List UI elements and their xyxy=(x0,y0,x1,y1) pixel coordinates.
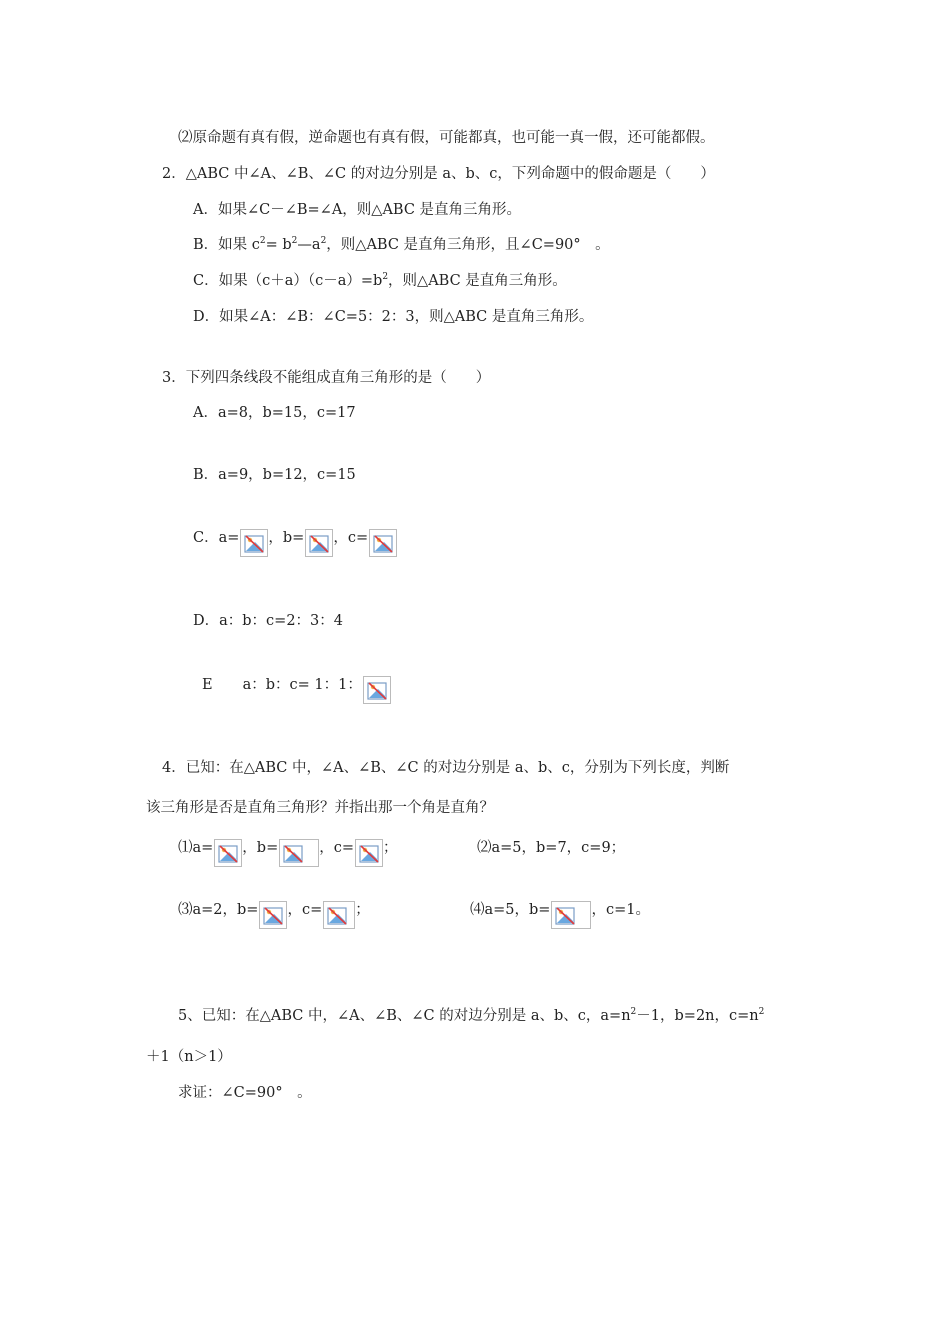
question-4-stem-2 xyxy=(146,798,494,818)
q3-c-c-label: ，c= xyxy=(333,530,369,546)
superscript-2: 2 xyxy=(382,272,389,282)
q2-option-b-text-1: B．如果 c xyxy=(193,237,260,253)
q3-c-b-label: ，b= xyxy=(268,530,305,546)
superscript-2: 2 xyxy=(291,236,298,246)
q4-part-2 xyxy=(477,838,625,858)
q4-p1-a: ⑴a= xyxy=(178,840,214,856)
q2-option-b-text-3: —a xyxy=(297,237,321,253)
question-5-text-1: 5、已知：在△ABC 中，∠A、∠B、∠C 的对边分别是 a、b、c，a=n xyxy=(178,1008,631,1024)
question-5-prove xyxy=(178,1083,312,1103)
broken-image-icon xyxy=(305,529,333,557)
broken-image-icon xyxy=(363,676,391,704)
question-3-text: 3．下列四条线段不能组成直角三角形的是（ ） xyxy=(162,370,491,386)
q2-option-c xyxy=(193,271,567,291)
statement-2-text: ⑵原命题有真有假，逆命题也有真有假，可能都真，也可能一真一假，还可能都假。 xyxy=(178,130,715,146)
broken-image-icon xyxy=(240,529,268,557)
superscript-2: 2 xyxy=(320,236,327,246)
q4-part-3 xyxy=(178,900,370,929)
superscript-2: 2 xyxy=(630,1007,637,1017)
q4-p1-end: ； xyxy=(383,840,398,856)
question-5-text-3: ＋1（n＞1） xyxy=(146,1049,232,1065)
q4-p3-c: ，c= xyxy=(287,902,323,918)
q2-option-b-text-4: ，则△ABC 是直角三角形，且∠C=90° 。 xyxy=(326,237,610,253)
q3-option-b xyxy=(193,465,356,485)
q4-p4-end: ，c=1。 xyxy=(591,902,650,918)
superscript-2: 2 xyxy=(259,236,266,246)
broken-image-icon xyxy=(279,839,319,867)
q4-p1-c: ，c= xyxy=(319,840,355,856)
question-4-text-2: 该三角形是否是直角三角形？并指出那一个角是直角？ xyxy=(146,800,494,816)
q2-option-b xyxy=(193,235,610,255)
broken-image-icon xyxy=(551,901,591,929)
question-4-text-1: 4．已知：在△ABC 中，∠A、∠B、∠C 的对边分别是 a、b、c，分别为下列长度，判断 xyxy=(162,760,730,776)
q2-option-c-text-1: C．如果（c＋a）（c－a）=b xyxy=(193,273,383,289)
paragraph-statement-2 xyxy=(178,128,715,148)
q4-part-1 xyxy=(178,838,398,867)
question-2-stem xyxy=(162,164,715,184)
q3-c-a-label: C．a= xyxy=(193,530,240,546)
q3-e-label: E xyxy=(202,677,213,693)
question-3-stem xyxy=(162,368,490,388)
q2-option-a-text: A．如果∠C－∠B=∠A，则△ABC 是直角三角形。 xyxy=(193,202,522,218)
q3-option-c xyxy=(193,528,397,557)
q3-option-b-text: B．a=9，b=12，c=15 xyxy=(193,467,356,483)
broken-image-icon xyxy=(323,901,355,929)
question-5-prove-text: 求证：∠C=90° 。 xyxy=(178,1085,312,1101)
q2-option-d-text: D．如果∠A：∠B：∠C=5：2：3，则△ABC 是直角三角形。 xyxy=(193,309,594,325)
q2-option-b-text-2: = b xyxy=(265,237,292,253)
q3-option-d xyxy=(193,611,343,631)
q3-option-a-text: A．a=8，b=15，c=17 xyxy=(193,405,356,421)
q3-option-a xyxy=(193,403,356,423)
q4-p4-a: ⑷a=5，b= xyxy=(470,902,551,918)
question-4-stem-1 xyxy=(162,758,729,778)
broken-image-icon xyxy=(214,839,242,867)
superscript-2: 2 xyxy=(758,1007,765,1017)
broken-image-icon xyxy=(355,839,383,867)
broken-image-icon xyxy=(369,529,397,557)
q4-part-4 xyxy=(470,900,650,929)
q4-p3-end: ； xyxy=(355,902,370,918)
q2-option-a xyxy=(193,200,521,220)
question-2-text: 2．△ABC 中∠A、∠B、∠C 的对边分别是 a、b、c，下列命题中的假命题是（ ） xyxy=(162,166,715,182)
q3-option-d-text: D．a：b：c=2：3：4 xyxy=(193,613,343,629)
q3-e-text: a：b：c= 1：1： xyxy=(242,677,362,693)
q4-p1-b: ，b= xyxy=(242,840,279,856)
question-5-stem-1 xyxy=(178,1006,764,1026)
q3-option-e xyxy=(202,675,391,704)
question-5-text-2: －1，b=2n，c=n xyxy=(636,1008,759,1024)
q4-p2-text: ⑵a=5，b=7，c=9； xyxy=(477,840,626,856)
q4-p3-a: ⑶a=2，b= xyxy=(178,902,259,918)
q2-option-c-text-2: ，则△ABC 是直角三角形。 xyxy=(388,273,567,289)
q2-option-d xyxy=(193,307,593,327)
question-5-stem-2 xyxy=(146,1047,232,1067)
broken-image-icon xyxy=(259,901,287,929)
